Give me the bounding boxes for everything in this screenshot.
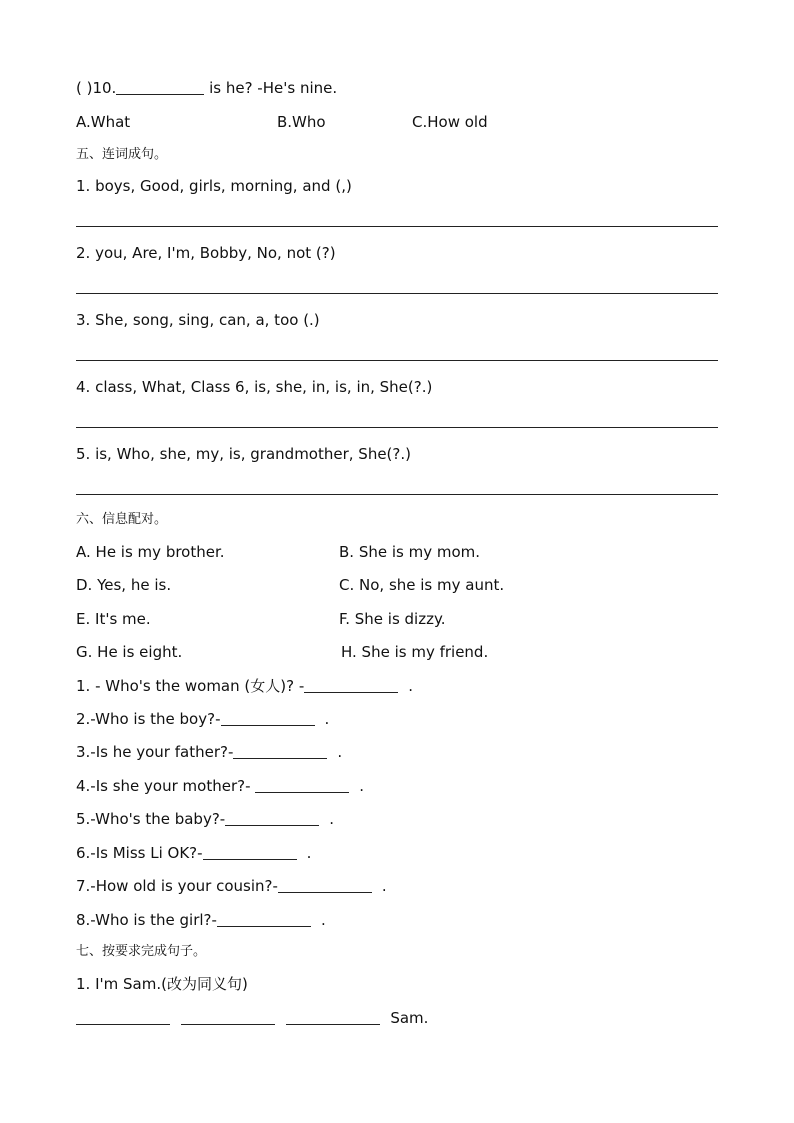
match-option-f: F. She is dizzy.: [339, 610, 446, 628]
match-question-1-period: .: [408, 677, 414, 695]
match-question-1-text: 1. - Who's the woman (女人)? -: [76, 677, 305, 695]
section-5-item-2: 2. you, Are, I'm, Bobby, No, not (?): [76, 244, 336, 262]
match-question-7-blank[interactable]: [278, 876, 372, 893]
answer-line-5[interactable]: [76, 494, 718, 495]
match-question-6: [76, 843, 311, 863]
match-question-3: [76, 742, 342, 762]
section-6-title: 六、信息配对。: [76, 512, 168, 527]
question-10-option-a: A.What: [76, 113, 131, 131]
answer-line-4[interactable]: [76, 427, 718, 428]
match-question-4: [76, 776, 364, 796]
match-question-5-text: 5.-Who's the baby?-: [76, 810, 226, 828]
question-10-option-c: C.How old: [412, 113, 488, 131]
section-7-answer-1: [76, 1008, 428, 1028]
answer-line-3[interactable]: [76, 360, 718, 361]
question-10-text: is he? -He's nine.: [204, 79, 338, 97]
match-question-1: [76, 676, 413, 696]
match-option-b: B. She is my mom.: [339, 543, 481, 561]
match-question-7-text: 7.-How old is your cousin?-: [76, 877, 278, 895]
section-7-item-1: 1. I'm Sam.(改为同义句): [76, 975, 248, 993]
match-question-5-blank[interactable]: [225, 809, 319, 826]
question-10-option-b: B.Who: [277, 113, 326, 131]
match-question-1-blank[interactable]: [304, 676, 398, 693]
match-question-7: [76, 876, 387, 896]
match-question-2-period: .: [324, 710, 330, 728]
section-5-item-4: 4. class, What, Class 6, is, she, in, is, in, She(?.): [76, 378, 433, 396]
match-question-7-period: .: [381, 877, 387, 895]
match-option-h: H. She is my friend.: [341, 643, 489, 661]
match-question-4-blank[interactable]: [255, 776, 349, 793]
match-question-8-blank[interactable]: [217, 910, 311, 927]
answer-line-1[interactable]: [76, 226, 718, 227]
rewrite-blank-1[interactable]: [76, 1008, 170, 1025]
match-question-4-text: 4.-Is she your mother?-: [76, 777, 256, 795]
match-option-g: G. He is eight.: [76, 643, 183, 661]
match-question-6-period: .: [306, 844, 312, 862]
match-question-8-period: .: [320, 911, 326, 929]
match-option-d: D. Yes, he is.: [76, 576, 172, 594]
rewrite-blank-2[interactable]: [181, 1008, 275, 1025]
match-question-8: [76, 910, 326, 930]
question-10-blank[interactable]: [116, 78, 204, 95]
section-5-item-1: 1. boys, Good, girls, morning, and (,): [76, 177, 352, 195]
match-question-3-blank[interactable]: [233, 742, 327, 759]
rewrite-tail: Sam.: [390, 1009, 429, 1027]
match-question-2: [76, 709, 329, 729]
match-question-6-blank[interactable]: [203, 843, 297, 860]
match-question-4-period: .: [359, 777, 365, 795]
answer-line-2[interactable]: [76, 293, 718, 294]
match-option-c: C. No, she is my aunt.: [339, 576, 505, 594]
match-question-5-period: .: [329, 810, 334, 828]
match-question-2-text: 2.-Who is the boy?-: [76, 710, 221, 728]
section-5-item-5: 5. is, Who, she, my, is, grandmother, She(?.): [76, 445, 411, 463]
section-5-item-3: 3. She, song, sing, can, a, too (.): [76, 311, 320, 329]
section-7-title: 七、按要求完成句子。: [76, 944, 207, 959]
section-5-title: 五、连词成句。: [76, 147, 168, 162]
match-question-3-text: 3.-Is he your father?-: [76, 743, 234, 761]
match-option-e: E. It's me.: [76, 610, 151, 628]
match-option-a: A. He is my brother.: [76, 543, 225, 561]
match-question-2-blank[interactable]: [221, 709, 315, 726]
match-question-6-text: 6.-Is Miss Li OK?-: [76, 844, 203, 862]
question-10: [76, 78, 337, 98]
rewrite-blank-3[interactable]: [286, 1008, 380, 1025]
match-question-3-period: .: [337, 743, 343, 761]
match-question-5: [76, 809, 334, 829]
question-10-number: ( )10.: [76, 79, 117, 97]
match-question-8-text: 8.-Who is the girl?-: [76, 911, 217, 929]
